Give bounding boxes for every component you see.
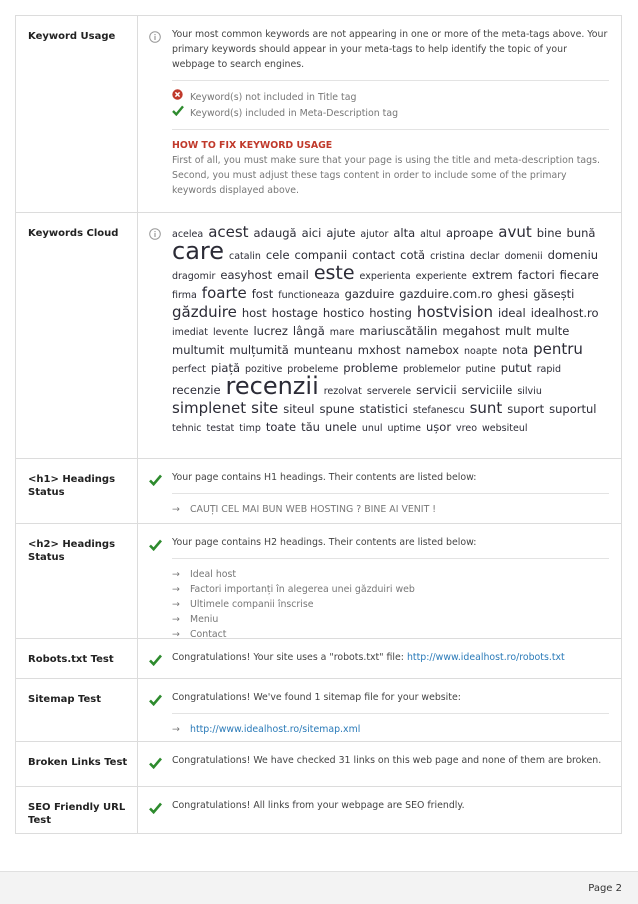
sitemap-text: Congratulations! We've found 1 sitemap file for your website: [172, 692, 461, 703]
cloud-keyword: domenii [504, 251, 543, 262]
cloud-keyword: hosting [369, 306, 412, 320]
arrow-right-icon: → [172, 614, 180, 625]
cloud-keyword: bine [536, 226, 562, 240]
list-item [172, 597, 609, 612]
h2-headings-row [15, 524, 622, 639]
cloud-keyword: uptime [387, 423, 422, 434]
cloud-keyword: acest [208, 223, 249, 241]
cloud-keyword: tehnic [172, 423, 202, 434]
cloud-keyword: easyhost [220, 268, 273, 282]
cloud-keyword: dragomir [172, 271, 216, 282]
cloud-keyword: servicii [416, 383, 457, 397]
cloud-keyword: care [172, 237, 225, 265]
robots-text: Congratulations! Your site uses a "robots.txt" file: [172, 652, 407, 663]
h1-headings-row [15, 459, 622, 524]
arrow-right-icon: → [172, 599, 180, 610]
cloud-keyword: testat [206, 423, 235, 434]
cloud-keyword: cristina [430, 251, 465, 262]
keyword-usage-row [15, 16, 622, 213]
list-item [172, 612, 609, 627]
cloud-keyword: alta [393, 226, 416, 240]
cloud-keyword: functioneaza [278, 290, 340, 301]
cloud-keyword: gazduire [344, 287, 395, 301]
cloud-keyword: probleme [343, 361, 398, 375]
broken-links-row [15, 742, 622, 787]
divider [172, 713, 609, 714]
cloud-keyword: nota [502, 343, 529, 357]
report-table [15, 15, 622, 834]
cloud-keyword: statistici [359, 402, 408, 416]
cloud-keyword: lângă [292, 324, 325, 338]
row-label: <h2> Headings Status [16, 524, 138, 638]
cloud-keyword: rapid [536, 364, 562, 375]
cloud-keyword: spune [319, 402, 355, 416]
row-label: Robots.txt Test [16, 639, 138, 678]
check-icon [149, 799, 162, 818]
cloud-keyword: găsești [533, 287, 575, 301]
check-icon [149, 471, 162, 490]
page-footer [0, 871, 638, 904]
cloud-keyword: sunt [469, 399, 503, 417]
cloud-keyword: recenzii [225, 372, 319, 400]
arrow-right-icon: → [172, 629, 180, 640]
cloud-keyword: mult [504, 324, 532, 338]
cloud-keyword: rezolvat [323, 386, 362, 397]
info-icon [149, 225, 161, 244]
list-item-text: Keyword(s) not included in Title tag [190, 91, 357, 103]
list-item [172, 722, 609, 737]
cloud-keyword: simplenet [172, 399, 247, 417]
cloud-keyword: companii [294, 248, 348, 262]
cloud-keyword: tău [301, 420, 320, 434]
cloud-keyword: mariuscătălin [359, 324, 438, 338]
cloud-keyword: lucrez [253, 324, 288, 338]
list-item-text: Keyword(s) included in Meta-Description tag [190, 107, 399, 119]
list-item [172, 89, 609, 105]
cloud-keyword: stefanescu [412, 405, 465, 416]
cloud-keyword: putut [500, 361, 532, 375]
cloud-keyword: cotă [400, 248, 426, 262]
cloud-keyword: găzduire [172, 303, 237, 321]
cloud-keyword: hostico [322, 306, 365, 320]
list-item-text: Ideal host [190, 569, 237, 580]
cloud-keyword: declar [469, 251, 500, 262]
cloud-keyword: timp [239, 423, 261, 434]
cloud-keyword: suport [507, 402, 545, 416]
cloud-keyword: mare [329, 327, 355, 338]
cloud-keyword: multumit [172, 343, 225, 357]
sitemap-link[interactable]: http://www.idealhost.ro/sitemap.xml [190, 724, 361, 735]
robots-link[interactable]: http://www.idealhost.ro/robots.txt [406, 652, 565, 663]
cloud-keyword: problemelor [402, 364, 461, 375]
list-item-text: CAUȚI CEL MAI BUN WEB HOSTING ? BINE AI VENIT ! [190, 504, 437, 515]
cloud-keyword: ideal [497, 306, 526, 320]
list-item-text: Ultimele companii înscrise [190, 599, 314, 610]
arrow-right-icon: → [172, 724, 180, 735]
cloud-keyword: pentru [533, 340, 583, 358]
robots-row [15, 639, 622, 679]
error-icon [172, 89, 190, 105]
divider [172, 558, 609, 559]
cloud-keyword: unul [361, 423, 383, 434]
cloud-keyword: serverele [366, 386, 412, 397]
cloud-keyword: factori [517, 268, 555, 282]
list-item-text: Meniu [190, 614, 219, 625]
cloud-keyword: hostage [271, 306, 318, 320]
list-item [172, 502, 609, 517]
row-label: <h1> Headings Status [16, 459, 138, 523]
cloud-keyword: serviciile [461, 383, 513, 397]
sitemap-row [15, 679, 622, 742]
check-icon [149, 754, 162, 773]
cloud-keyword: domeniu [547, 248, 599, 262]
cloud-keyword: levente [212, 327, 249, 338]
cloud-keyword: suportul [549, 402, 597, 416]
cloud-keyword: firma [172, 290, 197, 301]
keyword-cloud [172, 213, 621, 458]
cloud-keyword: email [277, 268, 309, 282]
cloud-keyword: ajute [326, 226, 356, 240]
cloud-keyword: multe [536, 324, 570, 338]
cloud-keyword: bună [566, 226, 596, 240]
arrow-right-icon: → [172, 569, 180, 580]
list-item-text: Factori importanți în alegerea unei găzduiri web [190, 584, 415, 595]
cloud-keyword: namebox [405, 343, 460, 357]
cloud-keyword: perfect [172, 364, 206, 375]
row-label: Keywords Cloud [16, 213, 138, 458]
cloud-keyword: site [251, 399, 279, 417]
cloud-keyword: acelea [172, 229, 204, 240]
cloud-keyword: websiteul [482, 423, 528, 434]
check-icon [149, 691, 162, 710]
cloud-keyword: idealhost.ro [530, 306, 599, 320]
info-icon [149, 28, 161, 47]
list-item [172, 105, 609, 121]
cloud-keyword: toate [265, 420, 297, 434]
cloud-keyword: gazduire.com.ro [399, 287, 493, 301]
keywords-cloud-row [15, 213, 622, 459]
check-icon [172, 105, 190, 121]
row-label: Sitemap Test [16, 679, 138, 741]
h1-text: Your page contains H1 headings. Their contents are listed below: [172, 472, 477, 483]
cloud-keyword: siteul [283, 402, 315, 416]
row-label: Keyword Usage [16, 16, 138, 212]
cloud-keyword: fiecare [559, 268, 599, 282]
cloud-keyword: experiente [415, 271, 467, 282]
cloud-keyword: aproape [445, 226, 494, 240]
cloud-keyword: aici [301, 226, 322, 240]
arrow-right-icon: → [172, 584, 180, 595]
fix-title: HOW TO FIX KEYWORD USAGE [172, 140, 333, 151]
check-icon [149, 536, 162, 555]
fix-text-2: Second, you must adjust these tags content in order to include some of the primary keywords displayed above. [172, 170, 567, 196]
broken-links-text: Congratulations! We have checked 31 links on this web page and none of them are broken. [172, 755, 602, 766]
row-label: Broken Links Test [16, 742, 138, 786]
cloud-keyword: munteanu [293, 343, 353, 357]
cloud-keyword: extrem [471, 268, 513, 282]
cloud-keyword: silviu [517, 386, 542, 397]
list-item [172, 582, 609, 597]
cloud-keyword: ajutor [360, 229, 389, 240]
cloud-keyword: imediat [172, 327, 208, 338]
cloud-keyword: catalin [229, 251, 261, 262]
fix-text-1: First of all, you must make sure that your page is using the title and meta-description tags. [172, 155, 600, 166]
cloud-keyword: recenzie [172, 383, 221, 397]
cloud-keyword: contact [352, 248, 396, 262]
divider [172, 80, 609, 81]
arrow-right-icon: → [172, 504, 180, 515]
cloud-keyword: ușor [426, 420, 452, 434]
cloud-keyword: este [313, 262, 355, 284]
cloud-keyword: fost [251, 287, 274, 301]
cloud-keyword: noapte [464, 346, 498, 357]
cloud-keyword: cele [265, 248, 290, 262]
divider [172, 129, 609, 130]
cloud-keyword: experienta [359, 271, 411, 282]
cloud-keyword: unele [324, 420, 357, 434]
cloud-keyword: piață [210, 361, 241, 375]
cloud-keyword: ghesi [497, 287, 529, 301]
check-icon [149, 651, 162, 670]
cloud-keyword: vreo [456, 423, 478, 434]
cloud-keyword: adaugă [253, 226, 297, 240]
list-item-text: Contact [190, 629, 227, 640]
cloud-keyword: avut [498, 223, 532, 241]
cloud-keyword: probeleme [287, 364, 339, 375]
cloud-keyword: mxhost [357, 343, 401, 357]
cloud-keyword: host [241, 306, 267, 320]
page-number: Page 2 [588, 883, 622, 894]
row-label: SEO Friendly URL Test [16, 787, 138, 833]
cloud-keyword: mulțumită [229, 343, 289, 357]
h2-text: Your page contains H2 headings. Their contents are listed below: [172, 537, 477, 548]
cloud-keyword: foarte [201, 284, 247, 302]
keyword-usage-text: Your most common keywords are not appearing in one or more of the meta-tags above. Your primary keywords should appear in your meta-tags to help identify the topic of your webpage to search engines. [172, 29, 608, 70]
list-item [172, 567, 609, 582]
cloud-keyword: altul [420, 229, 441, 240]
seo-friendly-row [15, 787, 622, 834]
cloud-keyword: hostvision [416, 303, 493, 321]
cloud-keyword: megahost [442, 324, 500, 338]
divider [172, 493, 609, 494]
seo-friendly-text: Congratulations! All links from your webpage are SEO friendly. [172, 800, 465, 811]
cloud-keyword: putine [465, 364, 496, 375]
cloud-keyword: pozitive [245, 364, 283, 375]
